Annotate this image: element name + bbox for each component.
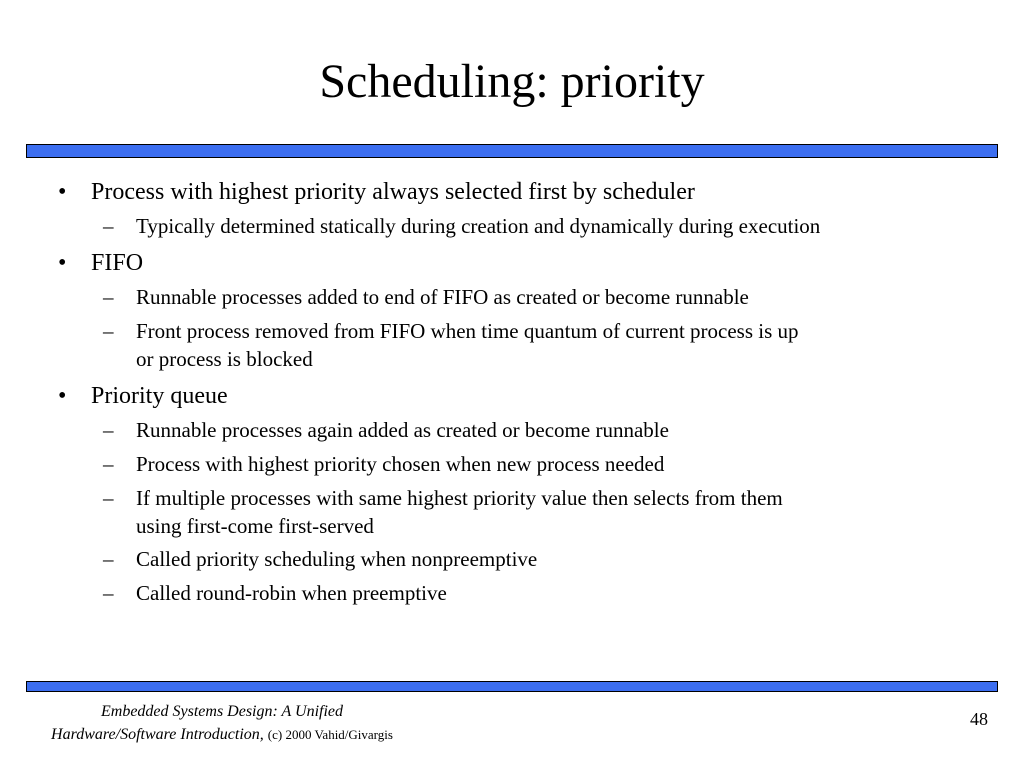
sub-bullet-text: Process with highest priority chosen when new process needed: [136, 452, 665, 476]
sub-bullet-text: using first-come first-served: [136, 514, 374, 538]
sub-bullet-text: or process is blocked: [136, 347, 313, 371]
dash-icon: –: [103, 418, 114, 442]
sub-bullet-text: Runnable processes again added as created or become runnable: [136, 418, 669, 442]
sub-bullet-text: Front process removed from FIFO when time quantum of current process is up: [136, 319, 799, 343]
sub-bullet-text: If multiple processes with same highest priority value then selects from them: [136, 486, 783, 510]
dash-icon: –: [103, 547, 114, 571]
dash-icon: –: [103, 285, 114, 309]
dash-icon: –: [103, 486, 114, 510]
sub-bullet-text: Typically determined statically during creation and dynamically during execution: [136, 214, 821, 238]
bullet-text: Process with highest priority always selected first by scheduler: [91, 179, 695, 205]
bullet-icon: •: [58, 250, 67, 276]
footer-citation: [30, 700, 414, 746]
dash-icon: –: [103, 452, 114, 476]
bottom-divider: [26, 681, 998, 692]
sub-bullet-text: Called priority scheduling when nonpreemptive: [136, 547, 538, 571]
footer-book-title: Hardware/Software Introduction,: [51, 726, 264, 743]
page-number: 48: [970, 709, 988, 729]
footer-book-line1: Embedded Systems Design: A Unified: [100, 703, 344, 720]
bullet-icon: •: [58, 179, 67, 205]
top-divider: [26, 144, 998, 158]
slide-title: Scheduling: priority: [319, 55, 705, 108]
footer-copyright: (c) 2000 Vahid/Givargis: [267, 727, 393, 742]
sub-bullet-text: Runnable processes added to end of FIFO as created or become runnable: [136, 285, 749, 309]
dash-icon: –: [103, 214, 114, 238]
bullet-text: FIFO: [91, 250, 144, 276]
footer-book-line2: [30, 723, 414, 746]
bullet-text: Priority queue: [91, 383, 228, 409]
bullet-icon: •: [58, 383, 67, 409]
dash-icon: –: [103, 319, 114, 343]
dash-icon: –: [103, 581, 114, 605]
sub-bullet-text: Called round-robin when preemptive: [136, 581, 447, 605]
